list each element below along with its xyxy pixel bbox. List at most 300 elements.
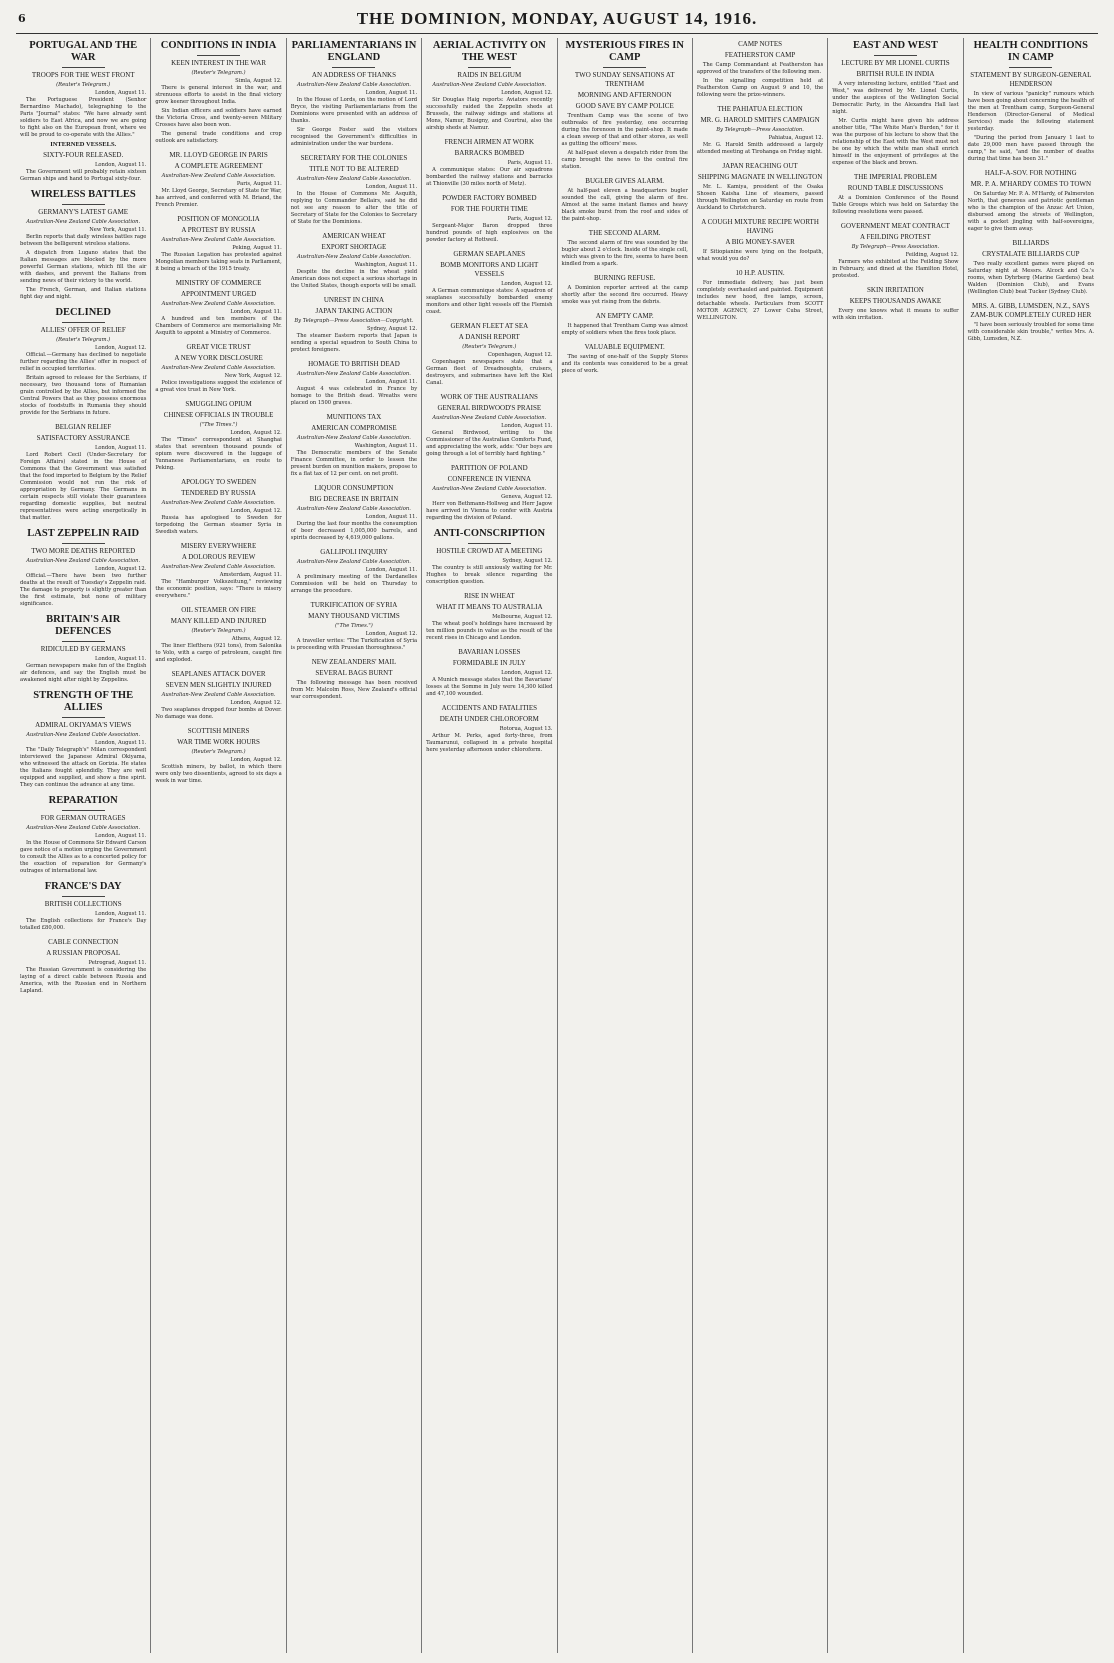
dateline: London, August 11. — [94, 162, 147, 168]
dateline: London, August 12. — [501, 281, 553, 287]
paragraph: A Dominion reporter arrived at the camp shortly after the second fire occurred. Heavy smoke was yet rising from the debris. — [561, 285, 688, 305]
newspaper-title: THE DOMINION, MONDAY, AUGUST 14, 1916. — [356, 8, 758, 28]
subheadline: GOVERNMENT MEAT CONTRACT — [840, 222, 950, 230]
subheadline: CONFERENCE IN VIENNA — [447, 475, 532, 483]
subheadline: CRYSTALATE BILLIARDS CUP — [982, 250, 1080, 258]
credit-line: Australian-New Zealand Cable Association. — [26, 825, 141, 831]
paragraph: Mr. Lloyd George, Secretary of State for War, has arrived, and conferred with M. Briand, the French Premier. — [155, 188, 282, 208]
subheadline: BARRACKS BOMBED — [454, 149, 525, 157]
subheadline: MR. LLOYD GEORGE IN PARIS — [169, 151, 268, 159]
article — [562, 177, 688, 223]
subheadline: HALF-A-SOV. FOR NOTHING — [984, 169, 1077, 177]
subheadline: STATEMENT BY SURGEON-GENERAL HENDERSON — [970, 71, 1092, 88]
article — [155, 151, 281, 209]
subheadline: HOMAGE TO BRITISH DEAD — [308, 360, 400, 368]
column-6 — [692, 38, 827, 1653]
rule — [1009, 67, 1052, 68]
article — [832, 222, 958, 280]
subheadline: SEVEN MEN SLIGHTLY INJURED — [165, 681, 272, 689]
article — [291, 154, 417, 226]
headline: STRENGTH OF THE ALLIES — [33, 690, 134, 713]
subheadline: PARTITION OF POLAND — [450, 464, 528, 472]
subheadline: ROUND TABLE DISCUSSIONS — [847, 184, 944, 192]
newspaper-page — [0, 4, 1114, 1663]
subheadline: A COUGH MIXTURE RECIPE WORTH HAVING — [701, 218, 819, 235]
subheadline: POSITION OF MONGOLIA — [177, 215, 260, 223]
subheadline: GALLIPOLI INQUIRY — [320, 548, 388, 556]
subheadline: UNREST IN CHINA — [323, 296, 385, 304]
paragraph: The Government will probably retain sixteen German ships and hand to Portugal sixty-four. — [20, 169, 147, 182]
article — [291, 232, 417, 290]
paragraph: It happened that Trentham Camp was almost empty of soldiers when the fires took place. — [561, 323, 688, 336]
article — [155, 606, 281, 664]
paragraph: Arthur M. Perks, aged forty-three, from Taumarunui, collapsed in a private hospital here yesterday afternoon under chloroform. — [426, 733, 553, 753]
subheadline: CAMP NOTES — [738, 40, 782, 48]
subheadline: MANY KILLED AND INJURED — [170, 617, 267, 625]
rule — [62, 67, 105, 68]
paragraph: A traveller writes: "The Turkification of Syria is proceeding with Prussian thoroughness." — [290, 638, 418, 651]
subheadline: A NEW YORK DISCLOSURE — [174, 354, 263, 362]
paragraph: Official.—Germany has declined to negotiate further regarding the Allies' offer in respect of relief in occupied territories. — [20, 352, 147, 372]
subheadline: BOMB MONITORS AND LIGHT VESSELS — [440, 261, 539, 278]
credit-line: Australian-New Zealand Cable Association. — [161, 237, 276, 243]
column-2 — [150, 38, 285, 1653]
subheadline: AN ADDRESS OF THANKS — [311, 71, 396, 79]
headline: MYSTERIOUS FIRES IN CAMP — [565, 40, 684, 63]
credit-line: Australian-New Zealand Cable Association. — [296, 82, 411, 88]
subheadline: SMUGGLING OPIUM — [185, 400, 252, 408]
article — [155, 478, 281, 536]
article — [697, 40, 823, 99]
credit-line: By Telegraph—Press Association—Copyright. — [294, 318, 414, 324]
paragraph: At half-past eleven a headquarters bugler sounded the call, giving the alarm of fire. Almost at the same instant flames and heavy black smoke burst from the roof and sides of the paint-shop. — [561, 188, 688, 222]
subheadline: SECRETARY FOR THE COLONIES — [300, 154, 408, 162]
dateline: Peking, August 11. — [232, 245, 282, 251]
subheadline: GERMAN FLEET AT SEA — [450, 322, 529, 330]
dateline: London, August 11. — [501, 423, 553, 429]
subheadline: JAPAN TAKING ACTION — [315, 307, 393, 315]
subheadline: FOR GERMAN OUTRAGES — [40, 814, 126, 822]
paragraph: For immediate delivery, has just been completely overhauled and painted. Equipment includes new hood, five lamps, screen, detachable wheels. Particulars from SCOTT MOTOR AGENCY, 27 Lower Cuba Street, WELLINGTON. — [696, 280, 824, 321]
subheadline: EXPORT SHORTAGE — [321, 243, 387, 251]
article — [20, 423, 146, 522]
subheadline: SCOTTISH MINERS — [187, 727, 250, 735]
rule — [197, 55, 240, 56]
paragraph: Sir Douglas Haig reports: Aviators recently successfully raided the Zeppelin sheds at Brussels, the railway sidings and stations at Mons, Namur, Busigny, and Courtrai, also the airship sheds at Namur. — [426, 97, 553, 131]
dateline: London, August 12. — [230, 508, 282, 514]
paragraph: Copenhagen newspapers state that a German fleet of Dreadnoughts, cruisers, destroyers, and submarines have left the Kiel Canal. — [426, 359, 553, 386]
credit-line: Australian-New Zealand Cable Association. — [432, 486, 547, 492]
article — [155, 400, 281, 472]
dateline: Melbourne, August 12. — [492, 614, 553, 620]
rule — [332, 67, 375, 68]
subheadline: A BIG MONEY-SAVER — [725, 238, 795, 246]
subheadline: THE SECOND ALARM. — [588, 229, 661, 237]
paragraph: A Munich message states that the Bavarians' losses at the Somme in July were 14,300 killed and 47,100 wounded. — [426, 677, 553, 697]
subheadline: TENDERED BY RUSSIA — [181, 489, 256, 497]
dateline: London, August 11. — [94, 90, 147, 96]
dateline: Sydney, August 12. — [502, 558, 553, 564]
article — [155, 215, 281, 273]
paragraph: A preliminary meeting of the Dardanelles Commission will be held on Thursday to arrange the procedure. — [290, 574, 418, 594]
headline: EAST AND WEST — [853, 40, 938, 51]
paragraph: The general trade conditions and crop outlook are satisfactory. — [155, 131, 282, 144]
article — [20, 795, 146, 875]
headline: REPARATION — [48, 795, 118, 806]
dateline: London, August 12. — [230, 700, 282, 706]
headline: ANTI-CONSCRIPTION — [433, 528, 546, 539]
credit-line: Australian-New Zealand Cable Association. — [432, 82, 547, 88]
dateline: Geneva, August 12. — [501, 494, 553, 500]
subheadline: FORMIDABLE IN JULY — [452, 659, 526, 667]
article — [426, 464, 552, 522]
article — [155, 670, 281, 721]
article — [20, 614, 146, 684]
credit-line: Australian-New Zealand Cable Association. — [296, 371, 411, 377]
dateline: London, August 11. — [365, 90, 418, 96]
credit-line: Australian-New Zealand Cable Association. — [161, 692, 276, 698]
dateline: Feilding, August 12. — [905, 252, 959, 258]
paragraph: A hundred and ten members of the Chambers of Commerce are memorialising Mr. Asquith to appoint a Ministry of Commerce. — [155, 316, 282, 336]
article — [832, 286, 958, 322]
paragraph: A German communique states: A squadron of seaplanes successfully bombarded enemy monitors and other light vessels off the Flemish coast. — [426, 288, 553, 315]
article — [20, 690, 146, 789]
article — [697, 269, 823, 322]
headline: WIRELESS BATTLES — [30, 189, 136, 200]
article — [697, 105, 823, 156]
paragraph: The country is still anxiously waiting for Mr. Hughes to break silence regarding the conscription question. — [426, 565, 553, 585]
subheadline: AMERICAN WHEAT — [322, 232, 386, 240]
dateline: London, August 11. — [230, 309, 282, 315]
subheadline: OIL STEAMER ON FIRE — [181, 606, 256, 614]
article — [291, 40, 417, 148]
rule — [62, 543, 105, 544]
paragraph: Trentham Camp was the scene of two outbreaks of fire yesterday, one occurring during the forenoon in the paint-shop. It made a clean sweep of that and other stores, as well as gutting the officers' mess. — [561, 113, 688, 147]
dateline: London, August 11. — [365, 514, 418, 520]
paragraph: The Camp Commandant at Featherston has approved of the transfers of the following men. — [696, 62, 824, 75]
credit-line: Australian-New Zealand Cable Association. — [26, 732, 141, 738]
subheadline: LECTURE BY MR LIONEL CURTIS — [841, 59, 950, 67]
subheadline: GOOD SAVE BY CAMP POLICE — [575, 102, 674, 110]
article — [426, 138, 552, 188]
subheadline: GENERAL BIRDWOOD'S PRAISE — [437, 404, 542, 412]
subheadline: GREAT VICE TRUST — [186, 343, 251, 351]
subheadline: ACCIDENTS AND FATALITIES — [441, 704, 537, 712]
article — [20, 938, 146, 995]
credit-line: (Reuter's Telegram.) — [56, 82, 111, 88]
subheadline: TURKIFICATION OF SYRIA — [310, 601, 398, 609]
subheadline: A DOLOROUS REVIEW — [181, 553, 256, 561]
dateline: London, August 12. — [365, 631, 418, 637]
paragraph: During the last four months the consumption of beer decreased 1,005,000 barrels, and spirits decreased by 4,619,000 gallons. — [290, 521, 418, 541]
subheadline: WORK OF THE AUSTRALIANS — [440, 393, 538, 401]
headline: BRITAIN'S AIR DEFENCES — [46, 614, 121, 637]
rule — [62, 896, 105, 897]
dateline: New York, August 12. — [224, 373, 282, 379]
rule — [62, 810, 105, 811]
subheadline: SKIN IRRITATION — [867, 286, 924, 294]
article — [426, 592, 552, 642]
credit-line: Australian-New Zealand Cable Association. — [296, 506, 411, 512]
column-7 — [827, 38, 962, 1653]
dateline: London, August 11. — [365, 379, 418, 385]
headline: FRANCE'S DAY — [44, 881, 122, 892]
paragraph: Scottish miners, by ballot, in which there were only two dissentients, agreed to six days a week in war time. — [155, 764, 282, 784]
article — [20, 189, 146, 301]
rule — [468, 543, 511, 544]
paragraph: The steamer Eastern reports that Japan is sending a special squadron to South China to protect foreigners. — [290, 333, 418, 353]
dateline: Washington, August 11. — [354, 262, 418, 268]
subheadline: BILLIARDS — [1012, 239, 1050, 247]
dateline: London, August 12. — [230, 757, 282, 763]
article — [426, 40, 552, 132]
article — [562, 229, 688, 268]
dateline: Pahiatua, August 12. — [768, 135, 824, 141]
subheadline: GERMANY'S LATEST GAME — [38, 208, 129, 216]
paragraph: Two seaplanes dropped four bombs at Dover. No damage was done. — [155, 707, 282, 720]
paragraph: In the signalling competition held at Featherston Camp on August 9 and 10, the following were the prize-winners. — [696, 78, 824, 98]
credit-line: (Reuter's Telegram.) — [191, 70, 246, 76]
credit-line: ("The Times.") — [199, 422, 238, 428]
credit-line: (Reuter's Telegram.) — [56, 337, 111, 343]
article — [832, 173, 958, 216]
paragraph: The Russian Government is considering the laying of a direct cable between Russia and America, with the Russian end in Northern Lapland. — [20, 967, 147, 994]
article — [968, 169, 1094, 233]
article — [968, 40, 1094, 163]
masthead — [16, 4, 1098, 34]
dateline: Athens, August 12. — [231, 636, 282, 642]
article — [291, 360, 417, 407]
headline: PORTUGAL AND THE WAR — [29, 40, 138, 63]
credit-line: ("The Times.") — [335, 623, 373, 629]
paragraph: Police investigations suggest the existence of a great vice trust in New York. — [155, 380, 282, 393]
subheadline: A COMPLETE AGREEMENT — [174, 162, 263, 170]
dateline: London, August 11. — [94, 445, 147, 451]
subheadline: A PROTEST BY RUSSIA — [181, 226, 256, 234]
subheadline: BAVARIAN LOSSES — [458, 648, 521, 656]
rule — [603, 67, 646, 68]
headline: AERIAL ACTIVITY ON THE WEST — [432, 40, 546, 63]
credit-line: Australian-New Zealand Cable Association. — [161, 173, 276, 179]
paragraph: The Portuguese President (Senhor Bernardino Machado), telegraphing to the Paris "Journal" states: "We have already sent soldiers to East Africa, and now we are going to fight also on the European front, where we will be proud to co-operate with the Allies." — [20, 97, 147, 138]
article — [562, 312, 688, 337]
subheadline: WAR TIME WORK HOURS — [177, 738, 260, 746]
subheadline: LIQUOR CONSUMPTION — [314, 484, 394, 492]
section-subheading: INTERNED VESSELS. — [50, 141, 117, 148]
article — [20, 307, 146, 417]
dateline: New York, August 11. — [89, 227, 147, 233]
credit-line: Australian-New Zealand Cable Association. — [161, 500, 276, 506]
credit-line: (Reuter's Telegram.) — [191, 628, 246, 634]
rule — [62, 641, 105, 642]
subheadline: MRS. A. GIBB, LUMSDEN, N.Z., SAYS ZAM-BUK COMPLETELY CURED HER — [970, 302, 1092, 319]
paragraph: August 4 was celebrated in France by homage to the British dead. Wreaths were placed on 1500 graves. — [290, 386, 418, 406]
subheadline: MORNING AND AFTERNOON — [577, 91, 672, 99]
article — [291, 296, 417, 354]
credit-line: Australian-New Zealand Cable Association. — [161, 564, 276, 570]
paragraph: The following message has been received from Mr. Malcolm Ross, New Zealand's official war correspondent. — [290, 680, 418, 700]
subheadline: WHAT IT MEANS TO AUSTRALIA — [436, 603, 543, 611]
credit-line: Australian-New Zealand Cable Association. — [296, 435, 411, 441]
subheadline: A DANISH REPORT — [458, 333, 520, 341]
subheadline: APOLOGY TO SWEDEN — [181, 478, 257, 486]
dateline: London, August 11. — [365, 567, 418, 573]
subheadline: FRENCH AIRMEN AT WORK — [444, 138, 535, 146]
column-1 — [16, 38, 150, 1653]
dateline: Sydney, August 12. — [366, 326, 418, 332]
article — [562, 274, 688, 306]
subheadline: KEEN INTEREST IN THE WAR — [171, 59, 266, 67]
paragraph: There is general interest in the war, and strenuous efforts to assist in the final victory grow keener throughout India. — [155, 85, 282, 105]
paragraph: The Democratic members of the Senate Finance Committee, in order to lessen the present burden on munition makers, propose to fix a flat tax of 12 per cent. on net profit. — [290, 450, 418, 477]
article — [426, 393, 552, 458]
rule — [62, 204, 105, 205]
article — [426, 648, 552, 698]
credit-line: By Telegraph—Press Association. — [716, 127, 804, 133]
paragraph: Mr. G. Harold Smith addressed a largely attended meeting at Tirohanga on Friday night. — [696, 142, 824, 155]
dateline: Copenhagen, August 12. — [487, 352, 553, 358]
subheadline: KEEPS THOUSANDS AWAKE — [849, 297, 942, 305]
dateline: London, August 11. — [94, 833, 147, 839]
article — [155, 40, 281, 145]
dateline: London, August 11. — [365, 184, 418, 190]
paragraph: The French, German, and Italian stations fight day and night. — [20, 287, 147, 300]
credit-line: (Reuter's Telegram.) — [191, 749, 246, 755]
subheadline: RISE IN WHEAT — [464, 592, 515, 600]
credit-line: Australian-New Zealand Cable Association. — [26, 558, 141, 564]
subheadline: BIG DECREASE IN BRITAIN — [309, 495, 399, 503]
article — [291, 484, 417, 542]
subheadline: BRITISH RULE IN INDIA — [856, 70, 935, 78]
subheadline: SIXTY-FOUR RELEASED. — [43, 151, 124, 159]
paragraph: Farmers who exhibited at the Feilding Show in February, and dined at the Hamilton Hotel, protested. — [832, 259, 959, 279]
article — [426, 194, 552, 244]
subheadline: HOSTILE CROWD AT A MEETING — [436, 547, 543, 555]
paragraph: In the House of Lords, on the motion of Lord Bryce, the visiting Parliamentarians from the Dominions were presented with an address of thanks. — [290, 97, 418, 124]
subheadline: MR. P. A. M'HARDY COMES TO TOWN — [970, 180, 1092, 188]
headline: DECLINED — [55, 307, 111, 318]
column-8 — [963, 38, 1098, 1653]
article — [426, 322, 552, 387]
article — [20, 528, 146, 608]
subheadline: BURNING REFUSE. — [593, 274, 656, 282]
dateline: London, August 12. — [501, 90, 553, 96]
article — [155, 727, 281, 785]
subheadline: NEW ZEALANDERS' MAIL — [311, 658, 397, 666]
subheadline: ALLIES' OFFER OF RELIEF — [40, 326, 126, 334]
paragraph: Britain agreed to release for the Serbians, if necessary, two thousand tons of Rumanian grain controlled by the Allies, but informed the Central Powers that as they possess enormous stocks of foodstuffs in Rumania they should provide for the Serbians in future. — [20, 375, 147, 416]
article — [291, 601, 417, 652]
article — [697, 162, 823, 212]
column-4 — [421, 38, 556, 1653]
article — [968, 302, 1094, 343]
credit-line: Australian-New Zealand Cable Association. — [296, 254, 411, 260]
article — [155, 542, 281, 600]
subheadline: CABLE CONNECTION — [48, 938, 119, 946]
subheadline: AMERICAN COMPROMISE — [311, 424, 397, 432]
subheadline: FEATHERSTON CAMP — [724, 51, 796, 59]
credit-line: Australian-New Zealand Cable Association. — [161, 301, 276, 307]
subheadline: JAPAN REACHING OUT — [722, 162, 798, 170]
credit-line: (Reuter's Telegram.) — [462, 344, 517, 350]
paragraph: Herr von Bethmann-Hollweg and Herr Jagow have arrived in Vienna to confer with Austria regarding the division of Poland. — [426, 501, 553, 521]
credit-line: Australian-New Zealand Cable Association. — [432, 415, 547, 421]
article — [968, 239, 1094, 296]
paragraph: Lord Robert Cecil (Under-Secretary for Foreign Affairs) stated in the House of Commons that the Government was satisfied that the food imported to Belgium by the Relief Commission would not run the risk of appropriation by Germany. The Germans in certain respects still violate their guarantees regarding domestic supplies, but neutral representatives were acting energetically in that matter. — [20, 452, 147, 521]
subheadline: MISERY EVERYWHERE — [180, 542, 257, 550]
paragraph: On Saturday Mr. P. A. M'Hardy, of Palmerston North, that generous and patriotic gentleman who is the champion of the Anzac Art Union, disbursed among the streets of Wellington, with a pocket jingling with half-sovereigns, eager to give them away. — [967, 191, 1094, 232]
paragraph: At half-past eleven a despatch rider from the camp brought the news to the central fire station. — [561, 150, 688, 170]
paragraph: A communique states: Our air squadrons bombarded the railway stations and barracks at Thionville (30 miles north of Metz). — [426, 167, 553, 187]
headline: CONDITIONS IN INDIA — [160, 40, 277, 51]
headline: LAST ZEPPELIN RAID — [27, 528, 140, 539]
paragraph: Berlin reports that daily wireless battles rage between the belligerent wireless stations. — [20, 234, 147, 247]
paragraph: Two really excellent games were played on Saturday night at Messrs. Alcock and Co.'s rooms, when Dyhrberg (Marine Gardens) beat Walden (Dominion Club), and Evans (Wellington Club) beat Tucker (Sydney Club). — [967, 261, 1094, 295]
paragraph: A dispatch from Lugano states that the Italian messages are blocked by the more powerful German stations, which fill the air with dashes, and prevent the Italians from sending news of their victory to the world. — [20, 250, 147, 284]
paragraph: General Birdwood, writing to the Commissioner of the Australian Comforts Fund, and appreciating the work, adds: "Our boys are going through a lot of terribly hard fighting." — [426, 430, 553, 457]
paragraph: "I have been seriously troubled for some time with considerable skin trouble," writes Mrs. A. Gibb, Lumsden, N.Z. — [967, 322, 1094, 342]
paragraph: The second alarm of fire was sounded by the bugler about 2 o'clock. Inside of the single cell, which was given to the fire, seems to have been kindled from a spark. — [561, 240, 688, 267]
article — [832, 40, 958, 167]
paragraph: In the House of Commons Sir Edward Carson gave notice of a motion urging the Government to consult the Allies as to a concerted policy for the exaction of reparation for Germany's outrages of international law. — [20, 840, 147, 874]
subheadline: MR. G. HAROLD SMITH'S CAMPAIGN — [700, 116, 820, 124]
paragraph: "During the period from January 1 last to date 29,000 men have passed through the camp," he said, "and the number of deaths during that time has been 31." — [967, 135, 1094, 162]
rule — [62, 322, 105, 323]
paragraph: Official.—There have been two further deaths at the result of Tuesday's Zeppelin raid. The damage to property is slightly greater than the first estimate, but none of military significance. — [20, 573, 147, 607]
article — [20, 881, 146, 932]
dateline: Paris, August 11. — [507, 160, 553, 166]
article — [697, 218, 823, 263]
subheadline: SHIPPING MAGNATE IN WELLINGTON — [697, 173, 823, 181]
subheadline: SATISFACTORY ASSURANCE — [36, 434, 130, 442]
subheadline: SEVERAL BAGS BURNT — [315, 669, 393, 677]
paragraph: Six Indian officers and soldiers have earned the Victoria Cross, and twenty-seven Military Crosses have also been won. — [155, 108, 282, 128]
subheadline: THE PAHIATUA ELECTION — [717, 105, 803, 113]
paragraph: If Sitiopianine were lying on the footpath, what would you do? — [696, 249, 824, 262]
dateline: London, August 11. — [94, 740, 147, 746]
subheadline: BUGLER GIVES ALARM. — [585, 177, 665, 185]
subheadline: MANY THOUSAND VICTIMS — [308, 612, 400, 620]
subheadline: 10 H.P. AUSTIN. — [735, 269, 785, 277]
subheadline: MUNITIONS TAX — [326, 413, 382, 421]
paragraph: Sir George Foster said the visitors recognised the Government's difficulties in administration under the war burdens. — [290, 127, 418, 147]
paragraph: The liner Elefthera (921 tons), from Salonika to Volo, with a cargo of petroleum, caught fire and exploded. — [155, 643, 282, 663]
subheadline: TROOPS FOR THE WEST FRONT — [31, 71, 135, 79]
subheadline: TWO MORE DEATHS REPORTED — [31, 547, 136, 555]
dateline: London, August 12. — [94, 345, 147, 351]
dateline: Paris, August 11. — [236, 181, 282, 187]
article — [426, 250, 552, 316]
subheadline: RAIDS IN BELGIUM — [457, 71, 522, 79]
paragraph: Despite the decline in the wheat yield American does not expect a serious shortage in the United States, though exports will be small. — [290, 269, 418, 289]
article — [20, 40, 146, 183]
subheadline: APPOINTMENT URGED — [181, 290, 257, 298]
columns — [16, 38, 1098, 1653]
paragraph: At a Dominion Conference of the Round Table Groups which was held on Saturday the following resolutions were passed. — [832, 195, 959, 215]
article — [155, 343, 281, 394]
subheadline: TITLE NOT TO BE ALTERED — [309, 165, 399, 173]
page-number: 6 — [18, 12, 26, 25]
article — [562, 40, 688, 171]
subheadline: DEATH UNDER CHLOROFORM — [439, 715, 539, 723]
dateline: Petrograd, August 11. — [88, 960, 147, 966]
article — [426, 528, 552, 586]
article — [291, 658, 417, 701]
article — [291, 413, 417, 478]
credit-line: By Telegraph—Press Association. — [851, 244, 940, 250]
headline: PARLIAMENTARIANS IN ENGLAND — [291, 40, 417, 63]
paragraph: The Russian Legation has protested against Mongolian members taking seats in Parliament, it being a breach of the 1915 treaty. — [155, 252, 282, 272]
